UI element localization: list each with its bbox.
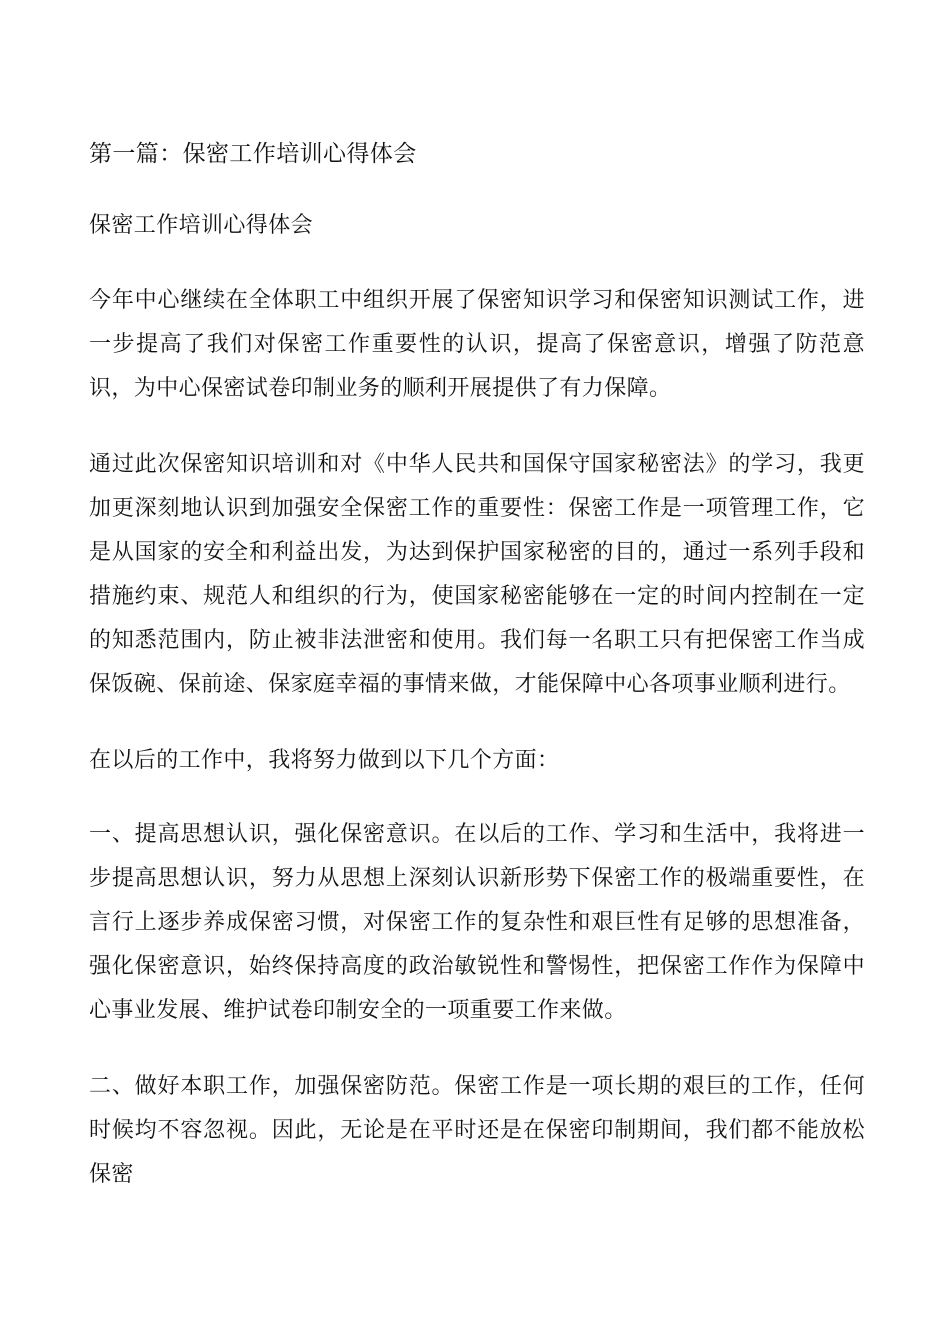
- paragraph-point-one: 一、提高思想认识，强化保密意识。在以后的工作、学习和生活中，我将进一步提高思想认识，努力从思想上深刻认识新形势下保密工作的极端重要性，在言行上逐步养成保密习惯，对保密工作的复杂性和艰巨性有足够的思想准备，强化保密意识，始终保持高度的政治敏锐性和警惕性，把保密工作作为保障中心事业发展、维护试卷印制安全的一项重要工作来做。: [89, 822, 865, 1023]
- document-body: [89, 136, 865, 1197]
- document-subtitle: 保密工作培训心得体会: [89, 213, 314, 238]
- paragraph-aspects-lead: 在以后的工作中，我将努力做到以下几个方面：: [89, 748, 560, 773]
- document-title: 第一篇：保密工作培训心得体会: [89, 141, 417, 167]
- paragraph-intro: 今年中心继续在全体职工中组织开展了保密知识学习和保密知识测试工作，进一步提高了我们对保密工作重要性的认识，提高了保密意识，增强了防范意识，为中心保密试卷印制业务的顺利开展提供了有力保障。: [89, 288, 865, 401]
- paragraph-importance: 通过此次保密知识培训和对《中华人民共和国保守国家秘密法》的学习，我更加更深刻地认识到加强安全保密工作的重要性：保密工作是一项管理工作，它是从国家的安全和利益出发，为达到保护国家秘密的目的，通过一系列手段和措施约束、规范人和组织的行为，使国家秘密能够在一定的时间内控制在一定的知悉范围内，防止被非法泄密和使用。我们每一名职工只有把保密工作当成保饭碗、保前途、保家庭幸福的事情来做，才能保障中心各项事业顺利进行。: [89, 452, 865, 697]
- paragraph-point-two: 二、做好本职工作，加强保密防范。保密工作是一项长期的艰巨的工作，任何时候均不容忽视。因此，无论是在平时还是在保密印制期间，我们都不能放松保密: [89, 1074, 865, 1187]
